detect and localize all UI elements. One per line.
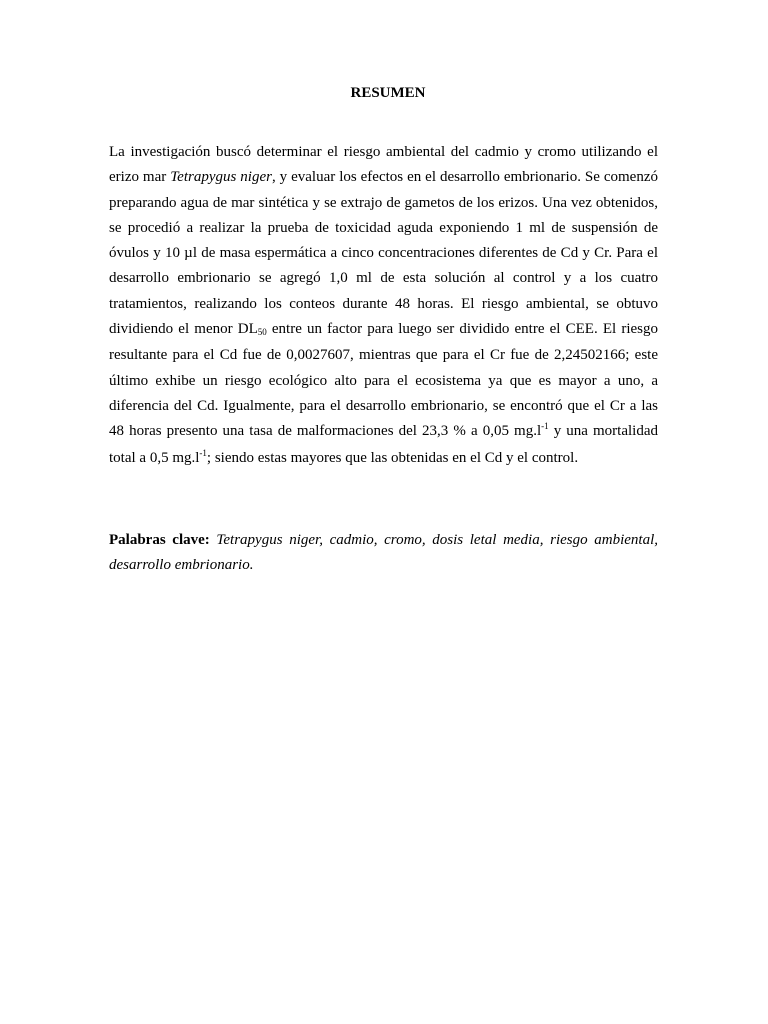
abstract-paragraph — [109, 140, 658, 472]
abstract-text: entre un factor para luego ser dividido entre el CEE. El riesgo resultante para el Cd fue de 0,0027607, mientras que para el Cr fue de 2,24502166; este último exhibe un riesgo ecológico alto para el ecosistema ya que es mayor a uno, a diferencia del Cd. Igualmente, para el desarrollo embrionario, se encontró que el Cr a las 48 horas presento una tasa de malformaciones del 23,3 % a 0,05 mg.l — [109, 321, 658, 440]
dl-subscript: 50 — [257, 327, 267, 338]
species-name: Tetrapygus niger — [170, 169, 272, 186]
unit-superscript: -1 — [199, 447, 207, 458]
page-title: RESUMEN — [350, 85, 426, 101]
keywords-paragraph — [109, 528, 658, 579]
keywords-label: Palabras clave: — [109, 532, 210, 548]
unit-superscript: -1 — [541, 421, 549, 432]
abstract-text: La investigación buscó determinar el riesgo ambiental del cadmio y cromo utilizando el erizo mar — [109, 144, 658, 186]
abstract-text: ; siendo estas mayores que las obtenidas en el Cd y el control. — [206, 449, 579, 466]
abstract-text: y una mortalidad total a 0,5 mg.l — [109, 423, 658, 466]
keywords-text: Tetrapygus niger, cadmio, cromo, dosis letal media, riesgo ambiental, desarrollo embrionario. — [109, 532, 658, 574]
abstract-text: , y evaluar los efectos en el desarrollo embrionario. Se comenzó preparando agua de mar sintética y se extrajo de gametos de los erizos. Una vez obtenidos, se procedió a realizar la prueba de toxicidad aguda exponiendo 1 ml de suspensión de óvulos y 10 µl de masa espermática a cinco concentraciones diferentes de Cd y Cr. Para el desarrollo embrionario se agregó 1,0 ml de esta solución al control y a los cuatro tratamientos, realizando los conteos durante 48 horas. El riesgo ambiental, se obtuvo dividiendo el menor DL — [109, 169, 658, 338]
